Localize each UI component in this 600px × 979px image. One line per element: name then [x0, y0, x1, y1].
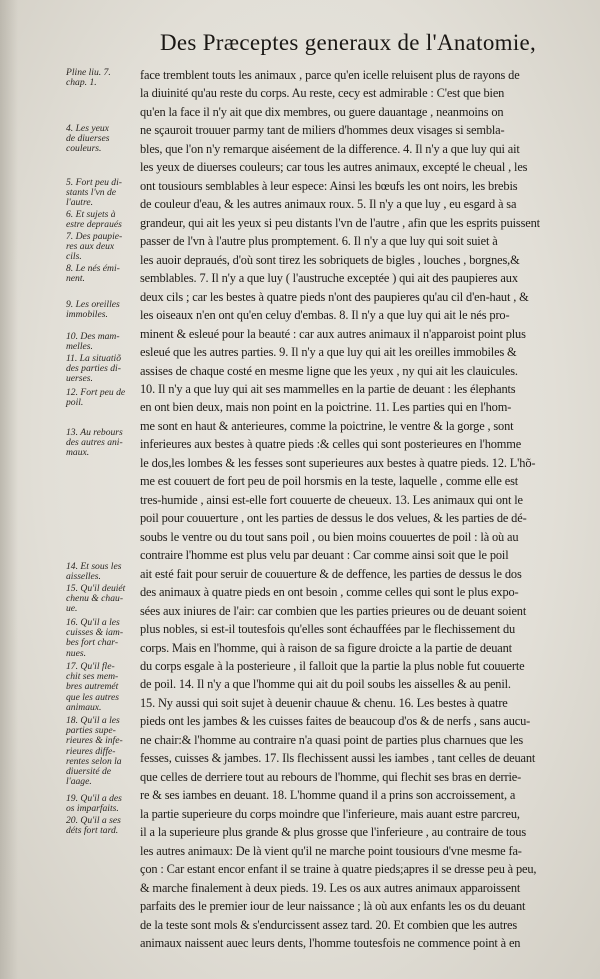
text-line: poil pour couuerture , ont les parties de dessus le dos velues, & les parties de dé- [140, 511, 527, 526]
text-line: passer de l'vn à l'autre plus promptement. 6. Il n'y a que luy qui soit suiet à [140, 234, 498, 249]
margin-note-line: 20. Qu'il a ses [66, 815, 121, 826]
margin-note-line: estre depraués [66, 219, 122, 231]
margin-note-line: maux. [66, 447, 90, 459]
text-line: des animaux à quatre pieds en ont besoin , comme celles qui sont le plus expo- [140, 585, 519, 600]
text-line: face tremblent touts les animaux , parce qu'en icelle reluisent plus de rayons de [140, 68, 520, 82]
text-line: assises de chaque costé en mesme ligne que les yeux , ny qui ait les clauicules. [140, 363, 518, 378]
text-line: contraire l'homme est plus velu par deuant : Car comme ainsi soit que le poil [140, 548, 509, 563]
text-line: semblables. 7. Il n'y a que luy ( l'austruche exceptée ) qui ait des paupieres aux [140, 271, 518, 286]
margin-note-line: 9. Les oreilles [66, 299, 120, 310]
margin-note [66, 716, 138, 787]
margin-note-line: l'autre. [66, 197, 94, 209]
margin-note-line: aisselles. [66, 571, 101, 583]
margin-note-line: chap. 1. [66, 77, 97, 89]
margin-note-line: animaux. [66, 701, 102, 713]
text-line: de poil. 14. Il n'y a que l'homme qui ait du poil soubs les aisselles & au penil. [140, 677, 511, 692]
margin-note-line: 19. Qu'il a des [66, 793, 122, 804]
text-line: corps. Mais en l'homme, qui à raison de sa figure droicte a la partie de deuant [140, 640, 512, 655]
margin-note-line: des parties di- [66, 363, 121, 375]
margin-note-line: que les autres [66, 691, 119, 703]
margin-note [66, 618, 138, 659]
margin-note [66, 264, 138, 284]
margin-note-line: parties supe- [66, 725, 116, 737]
text-line: & marche finalement à deux pieds. 19. Les os aux autres animaux apparoissent [140, 880, 521, 895]
text-line: fesses, cuisses & jambes. 17. Ils flechissent aussi les iambes , tant celles de deuant [140, 751, 536, 766]
margin-note [66, 210, 138, 230]
margin-note-line: uerses. [66, 373, 93, 385]
text-line: çon : Car estant encor enfant il se traine à quatre pieds;apres il se dresse peu à peu, [140, 862, 537, 877]
margin-note [66, 388, 138, 408]
text-line: les autres animaux: De là vient qu'il ne marche point tousiours d'vne mesme fa- [140, 843, 522, 858]
margin-note-line: Pline liu. 7. [66, 67, 111, 78]
text-line: bles, que l'on n'y remarque aiséement de la difference. 4. Il n'y a que luy qui ait [140, 141, 520, 156]
margin-note [66, 68, 138, 88]
margin-note-line: nues. [66, 647, 86, 659]
text-line: les auoir depraués, d'où sont tirez les sobriquets de bigles , louches , borgnes,& [140, 252, 520, 267]
margin-note [66, 332, 138, 352]
margin-note-line: de diuerses [66, 133, 110, 145]
margin-note-line: immobiles. [66, 309, 108, 321]
margin-note-line: ue. [66, 603, 78, 615]
margin-note-line: bes fort char- [66, 637, 119, 649]
text-line: les yeux de diuerses couleurs; car tous les autres animaux, excepté le cheual , les [140, 160, 528, 175]
margin-note-line: 7. Des paupie- [66, 231, 123, 242]
text-line: 15. Ny aussi qui soit sujet à deuenir chauue & chenu. 16. Les bestes à quatre [140, 695, 508, 710]
margin-note [66, 428, 138, 459]
main-text [140, 66, 568, 953]
text-line: pieds ont les jambes & les cuisses faites de beaucoup d'os & de nerfs , sans aucu- [140, 714, 531, 729]
margin-note [66, 124, 138, 155]
margin-note-line: rieures diffe- [66, 745, 116, 757]
margin-note-line: 12. Fort peu de [66, 387, 126, 398]
text-line: me sont en haut & anterieures, comme la poictrine, le ventre & la gorge , sont [140, 418, 514, 433]
text-line: inferieures aux bestes à quatre pieds :& celles qui sont posterieures en l'homme [140, 437, 522, 452]
margin-note [66, 300, 138, 320]
margin-note-line: chenu & chau- [66, 593, 124, 605]
margin-note [66, 562, 138, 582]
margin-note-line: 18. Qu'il a les [66, 715, 120, 726]
margin-note-line: 5. Fort peu di- [66, 177, 122, 188]
margin-note [66, 816, 138, 836]
margin-note-line: 6. Et sujets à [66, 209, 116, 220]
margin-note-line: 8. Le nés émi- [66, 263, 120, 274]
margin-note-line: 14. Et sous les [66, 561, 122, 572]
text-line: tres-humide , ainsi est-elle fort couuerte de cheueux. 13. Les animaux qui ont le [140, 492, 523, 507]
margin-note-line: couleurs. [66, 143, 102, 155]
text-line: parfaits des le premier iour de leur naissance ; là où aux enfants les os du deuant [140, 899, 526, 914]
text-line: ont tousiours semblables à leur espece: Ainsi les bœufs les ont noirs, les brebis [140, 178, 518, 193]
text-line: soubs le ventre ou du tout sans poil , ou bien moins couuertes de poil : là où au [140, 529, 519, 544]
margin-note-line: des autres ani- [66, 437, 123, 449]
margin-note-line: rentes selon la [66, 755, 122, 767]
margin-note [66, 794, 138, 814]
text-line: les oiseaux n'en ont qu'en celuy d'embas. 8. Il n'y a que luy qui ait le nés pro- [140, 308, 510, 323]
text-line: du corps esgale à la posterieure , il falloit que la partie la plus noble fut couuerte [140, 659, 525, 673]
margin-note [66, 662, 138, 713]
margin-note-line: os imparfaits. [66, 803, 119, 815]
text-line: grandeur, qui ait les yeux si peu distants l'vn de l'autre , afin que les esprits puissent [140, 215, 540, 230]
text-line: le dos,les lombes & les fesses sont superieures aux bestes à quatre pieds. 12. L'hõ- [140, 455, 536, 470]
margin-note-line: cils. [66, 251, 82, 263]
margin-note [66, 584, 138, 615]
text-line: il a la superieure plus grande & plus grosse que l'inferieure , au contraire de tous [140, 825, 527, 840]
margin-note-line: diuersité de [66, 766, 112, 778]
text-line: de couleur d'eau, & les autres animaux roux. 5. Il n'y a que luy , eu esgard à sa [140, 197, 517, 212]
margin-note-line: 13. Au rebours [66, 427, 123, 438]
margin-note-line: stants l'vn de [66, 187, 117, 199]
margin-note-line: melles. [66, 341, 93, 353]
margin-note-line: 4. Les yeux [66, 123, 109, 134]
text-line: re & ses iambes en deuant. 18. L'homme quand il a prins son accroissement, a [140, 788, 516, 803]
margin-note [66, 354, 138, 385]
text-line: me est couuert de fort peu de poil horsmis en la teste, laquelle , comme elle est [140, 474, 519, 489]
running-head: Des Præceptes generaux de l'Anatomie, [160, 30, 537, 55]
margin-note-line: chit ses mem- [66, 671, 119, 683]
text-line: minent & esleué pour la beauté : car aux autres animaux il n'apparoist point plus [140, 326, 526, 341]
text-line: sées aux iniures de l'air: car combien que les parties prieures ou de deuant soient [140, 603, 527, 618]
text-line: ne chair:& l'homme au contraire n'a quasi point de parties plus charnues que les [140, 732, 523, 747]
margin-note-line: déts fort tard. [66, 825, 119, 837]
text-line: animaux naissent auec leurs dents, l'homme toutesfois ne commence point à en [140, 936, 521, 951]
text-line: qu'en la face il n'y ait que dix membres, ou guere dauantage , neanmoins on [140, 104, 504, 119]
text-line: en ont bien deux, mais non point en la poictrine. 11. Les parties qui en l'hom- [140, 400, 512, 415]
text-line: esleué que les autres parties. 9. Il n'y a que luy qui ait les oreilles immobiles & [140, 345, 517, 360]
margin-note-line: cuisses & iam- [66, 627, 124, 639]
margin-note-line: 15. Qu'il deuiét [66, 583, 126, 594]
margin-note-line: 16. Qu'il a les [66, 617, 120, 628]
text-line: 10. Il n'y a que luy qui ait ses mammelles en la partie de deuant : les élephants [140, 381, 516, 396]
text-line: plus nobles, si est-il toutesfois qu'elles sont échauffées par le flechissement du [140, 622, 516, 637]
text-line: ait esté fait pour seruir de couuerture & de deffence, les parties de dessus le dos [140, 566, 522, 581]
margin-note-line: l'aage. [66, 776, 92, 788]
margin-note-line: res aux deux [66, 241, 115, 253]
text-line: deux cils ; car les bestes à quatre pieds n'ont des paupieres qu'au cil d'en-haut , & [140, 289, 529, 304]
margin-note-line: nent. [66, 273, 85, 285]
text-line: que celles de derriere tout au rebours de l'homme, qui flechit ses bras en derrie- [140, 769, 522, 784]
margin-note-line: poil. [66, 397, 84, 409]
margin-note-line: bres autremét [66, 681, 119, 693]
text-line: ne sçauroit trouuer parmy tant de miliers d'hommes deux visages si sembla- [140, 123, 505, 138]
text-line: de la teste sont mols & s'endurcissent assez tard. 20. Et combien que les autres [140, 917, 517, 932]
margin-note-line: 10. Des mam- [66, 331, 120, 342]
margin-note [66, 178, 138, 209]
margin-note-line: rieures & infe- [66, 735, 123, 747]
margin-note-line: 11. La situatiõ [66, 353, 121, 364]
margin-note [66, 232, 138, 263]
text-line: la partie superieure du corps moindre que l'inferieure, mais auant estre parcreu, [140, 806, 520, 821]
text-line: la diuinité qu'au reste du corps. Au reste, cecy est admirable : C'est que bien [140, 86, 505, 101]
margin-note-line: 17. Qu'il fle- [66, 661, 115, 672]
